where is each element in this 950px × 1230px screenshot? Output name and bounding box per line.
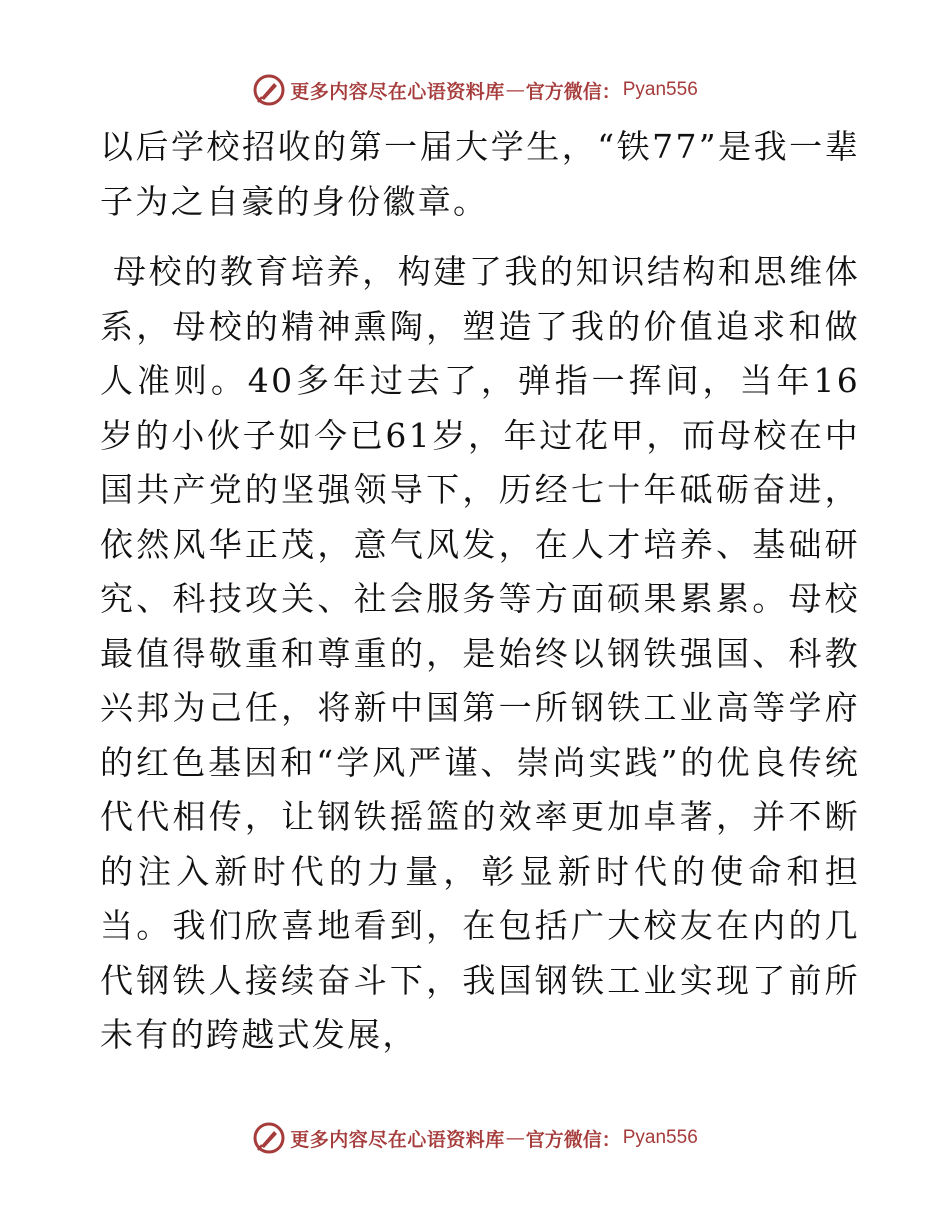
document-body bbox=[100, 120, 860, 1063]
wechat-label: 官方微信： bbox=[525, 80, 621, 103]
wechat-label: 官方微信： bbox=[525, 1128, 621, 1151]
wechat-id: Pyan556 bbox=[622, 79, 698, 100]
header-watermark-banner bbox=[0, 70, 950, 110]
brand-text: 更多内容尽在心语资料库 bbox=[290, 1128, 505, 1151]
quill-pen-icon bbox=[252, 1121, 286, 1155]
quill-pen-icon bbox=[252, 73, 286, 107]
wechat-id: Pyan556 bbox=[622, 1127, 698, 1148]
paragraph-1: 以后学校招收的第一届大学生，“铁77”是我一辈子为之自豪的身份徽章。 bbox=[100, 127, 860, 221]
paragraph-2: 母校的教育培养，构建了我的知识结构和思维体系，母校的精神熏陶，塑造了我的价值追求和做人准则。40多年过去了，弹指一挥间，当年16岁的小伙子如今已61岁，年过花甲，而母校在中国共产党的坚强领导下，历经七十年砥砺奋进，依然风华正茂，意气风发，在人才培养、基础研究、科技攻关、社会服务等方面硕果累累。母校最值得敬重和尊重的，是始终以钢铁强国、科教兴邦为己任，将新中国第一所钢铁工业高等学府的红色基因和“学风严谨、崇尚实践”的优良传统代代相传，让钢铁摇篮的效率更加卓著，并不断的注入新时代的力量，彰显新时代的使命和担当。我们欣喜地看到，在包括广大校友在内的几代钢铁人接续奋斗下，我国钢铁工业实现了前所未有的跨越式发展， bbox=[100, 252, 860, 1054]
footer-watermark-banner bbox=[0, 1118, 950, 1158]
banner-dash: — bbox=[505, 79, 525, 101]
banner-dash: — bbox=[505, 1127, 525, 1149]
brand-text: 更多内容尽在心语资料库 bbox=[290, 80, 505, 103]
